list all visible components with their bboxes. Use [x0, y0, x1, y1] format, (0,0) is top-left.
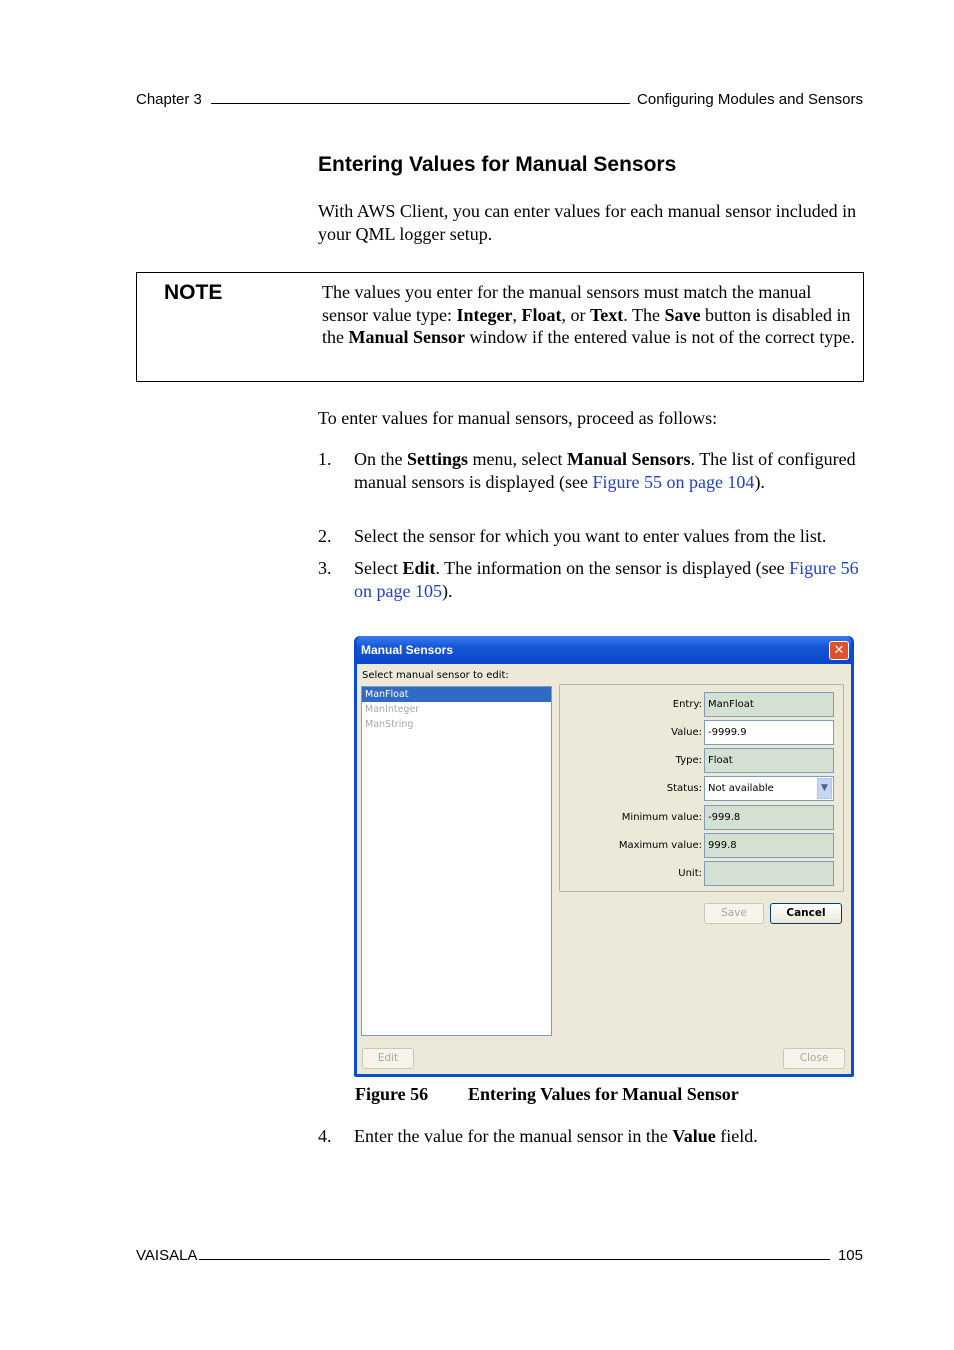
- field-label: Value:: [671, 727, 702, 738]
- status-select[interactable]: Not available ▼: [704, 776, 834, 801]
- close-button[interactable]: Close: [783, 1048, 845, 1069]
- sensor-details-panel: [559, 684, 844, 892]
- close-icon[interactable]: ✕: [829, 641, 849, 660]
- section-label: Configuring Modules and Sensors: [637, 91, 863, 108]
- figure-55-link[interactable]: Figure 55 on page 104: [592, 471, 755, 492]
- list-item[interactable]: ManFloat: [362, 687, 551, 702]
- step-number: 3.: [318, 558, 332, 578]
- step-number: 2.: [318, 526, 332, 546]
- type-field: Float: [704, 748, 834, 773]
- list-item[interactable]: ManString: [365, 719, 414, 730]
- maximum-value-field: 999.8: [704, 833, 834, 858]
- value-row: [560, 720, 843, 745]
- section-heading: Entering Values for Manual Sensors: [318, 153, 677, 176]
- field-label: Type:: [675, 755, 702, 766]
- header-rule: [211, 103, 630, 104]
- cancel-button[interactable]: Cancel: [770, 903, 842, 924]
- step-number: 4.: [318, 1126, 332, 1146]
- running-footer: [136, 1242, 863, 1264]
- minimum-row: [560, 805, 843, 830]
- intro-paragraph: With AWS Client, you can enter values for each manual sensor included in your QML logger setup.: [318, 201, 857, 244]
- figure-56-link[interactable]: Figure 56 on page 105: [354, 558, 859, 601]
- entry-row: [560, 692, 843, 717]
- figure-caption: [355, 1084, 739, 1105]
- chapter-label: Chapter 3: [136, 91, 202, 108]
- footer-brand: VAISALA: [136, 1247, 198, 1264]
- field-label: Unit:: [678, 868, 702, 879]
- list-item[interactable]: ManInteger: [365, 704, 420, 715]
- field-label: Status:: [666, 783, 702, 794]
- edit-button[interactable]: Edit: [362, 1048, 414, 1069]
- note-label: NOTE: [164, 281, 223, 304]
- save-button[interactable]: Save: [704, 903, 764, 924]
- step-text: Enter the value for the manual sensor in the Value field.: [354, 1126, 758, 1146]
- note-text: The values you enter for the manual sensors must match the manual sensor value type: Integer, Float, or Text. The Save button is disabled in the Manual Sensor window if the entered value is not of the correct type.: [322, 282, 855, 347]
- sensor-list[interactable]: [361, 686, 552, 1036]
- procedure-intro: To enter values for manual sensors, proceed as follows:: [318, 408, 718, 428]
- footer-rule: [199, 1259, 830, 1260]
- step-text: Select Edit. The information on the sensor is displayed (see Figure 56 on page 105).: [354, 558, 859, 601]
- dialog-titlebar: [357, 636, 851, 664]
- field-label: Maximum value:: [618, 840, 702, 851]
- type-row: [560, 748, 843, 773]
- step-number: 1.: [318, 449, 332, 469]
- figure-title: Entering Values for Manual Sensor: [468, 1084, 739, 1104]
- unit-row: [560, 861, 843, 886]
- field-label: Minimum value:: [621, 812, 702, 823]
- chevron-down-icon[interactable]: ▼: [817, 778, 832, 799]
- step-text: Select the sensor for which you want to enter values from the list.: [354, 526, 827, 546]
- sensor-list-prompt: Select manual sensor to edit:: [362, 670, 509, 681]
- figure-number: Figure 56: [355, 1084, 429, 1104]
- note-box: [136, 272, 864, 382]
- dialog-title: Manual Sensors: [361, 643, 454, 657]
- maximum-row: [560, 833, 843, 858]
- entry-field: ManFloat: [704, 692, 834, 717]
- minimum-value-field: -999.8: [704, 805, 834, 830]
- page-number: 105: [837, 1247, 863, 1264]
- value-input[interactable]: -9999.9: [704, 720, 834, 745]
- dialog-body: [357, 664, 851, 1074]
- field-label: Entry:: [672, 699, 702, 710]
- unit-field: [704, 861, 834, 886]
- status-row: [560, 776, 843, 801]
- running-header: [136, 86, 863, 108]
- manual-sensors-dialog: [354, 636, 854, 1077]
- step-text: On the Settings menu, select Manual Sensors. The list of configured manual sensors is displayed (see Figure 55 on page 104).: [354, 449, 856, 492]
